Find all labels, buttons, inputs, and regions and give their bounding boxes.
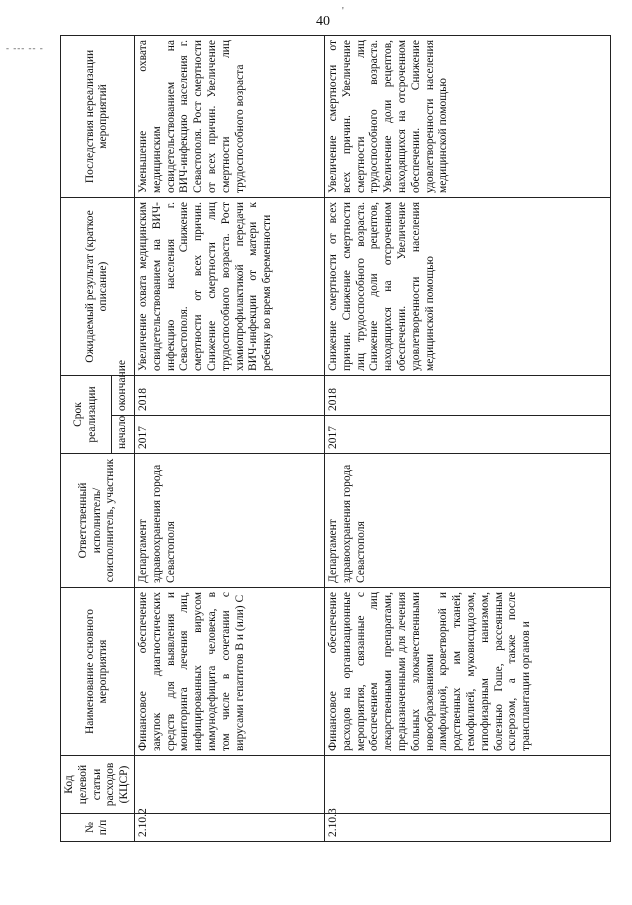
cell-code: [134, 756, 324, 814]
cell-end: 2018: [324, 376, 610, 416]
cell-end: 2018: [134, 376, 324, 416]
col-header-num: № п/п: [61, 814, 135, 842]
cell-start: 2017: [324, 416, 610, 454]
col-header-consequence: Последствия нереализации мероприятий: [61, 36, 135, 198]
cell-name: Финансовое обеспечение расходов на организационные мероприятия, связанные с обеспечением лиц лекарственными препаратами, предназначенными для лечения больных злокачественными новообразованиями лимфоидной, кроветворной и родственных им тканей, гемофилией, муковисцидозом, гипофизарным нанизмом, болезнью Гоше, рассеянным склерозом, а также после трансплантации органов и: [324, 588, 610, 756]
cell-code: [324, 756, 610, 814]
page-number: 40: [316, 14, 330, 29]
cell-resp: Департамент здравоохранения города Севастополя: [134, 454, 324, 588]
col-header-resp: Ответственный исполнитель/соисполнитель, участник: [61, 454, 135, 588]
program-measures-table: [60, 35, 611, 842]
col-header-name: Наименование основного мероприятия: [61, 588, 135, 756]
cell-consequence: Уменьшение охвата медицинским освидетельствованием на ВИЧ-инфекцию населения г. Севастополя. Рост смертности от всех причин. Увеличение смертности лиц трудоспособного возраста: [134, 36, 324, 198]
cell-name: Финансовое обеспечение закупок диагностических средств для выявления и мониторинга лечения лиц, инфицированных вирусом иммунодефицита человека, в том числе в сочетании с вирусами гепатитов B и (или) C: [134, 588, 324, 756]
col-header-term: Срок реализации: [61, 376, 112, 454]
cell-result: Снижение смертности от всех причин. Снижение смертности лиц трудоспособного возраста. Снижение доли рецептов, находящихся на отсроченном обеспечении. Увеличение удовлетворенности населения медицинской помощью: [324, 198, 610, 376]
cell-consequence: Увеличение смертности от всех причин. Увеличение смертности лиц трудоспособного возраста. Увеличение доли рецептов, находящихся на отсроченном обеспечении. Снижение удовлетворенности населения медицинской помощью: [324, 36, 610, 198]
cell-num: 2.10.2: [134, 814, 324, 842]
table-header-row: [61, 36, 112, 842]
cell-start: 2017: [134, 416, 324, 454]
side-mark: ': [342, 6, 344, 17]
table-row: [134, 36, 324, 842]
cell-resp: Департамент здравоохранения города Севастополя: [324, 454, 610, 588]
cell-result: Увеличение охвата медицинским освидетельствованием на ВИЧ-инфекцию населения г. Севастополя. Снижение смертности от всех причин. Снижение смертности лиц трудоспособного возраста. Рост химиопрофилактикой передачи ВИЧ-инфекции от матери к ребенку во время беременности: [134, 198, 324, 376]
header-mark: - --- -- -: [6, 43, 44, 53]
table-row: [324, 36, 610, 842]
col-header-start: начало: [112, 416, 135, 454]
rotated-table-wrapper: [60, 36, 608, 842]
cell-num: 2.10.3: [324, 814, 610, 842]
col-header-code: Код целевой статьи расходов (КЦСР): [61, 756, 135, 814]
col-header-result: Ожидаемый результат (краткое описание): [61, 198, 135, 376]
col-header-end: окончание: [112, 376, 135, 416]
